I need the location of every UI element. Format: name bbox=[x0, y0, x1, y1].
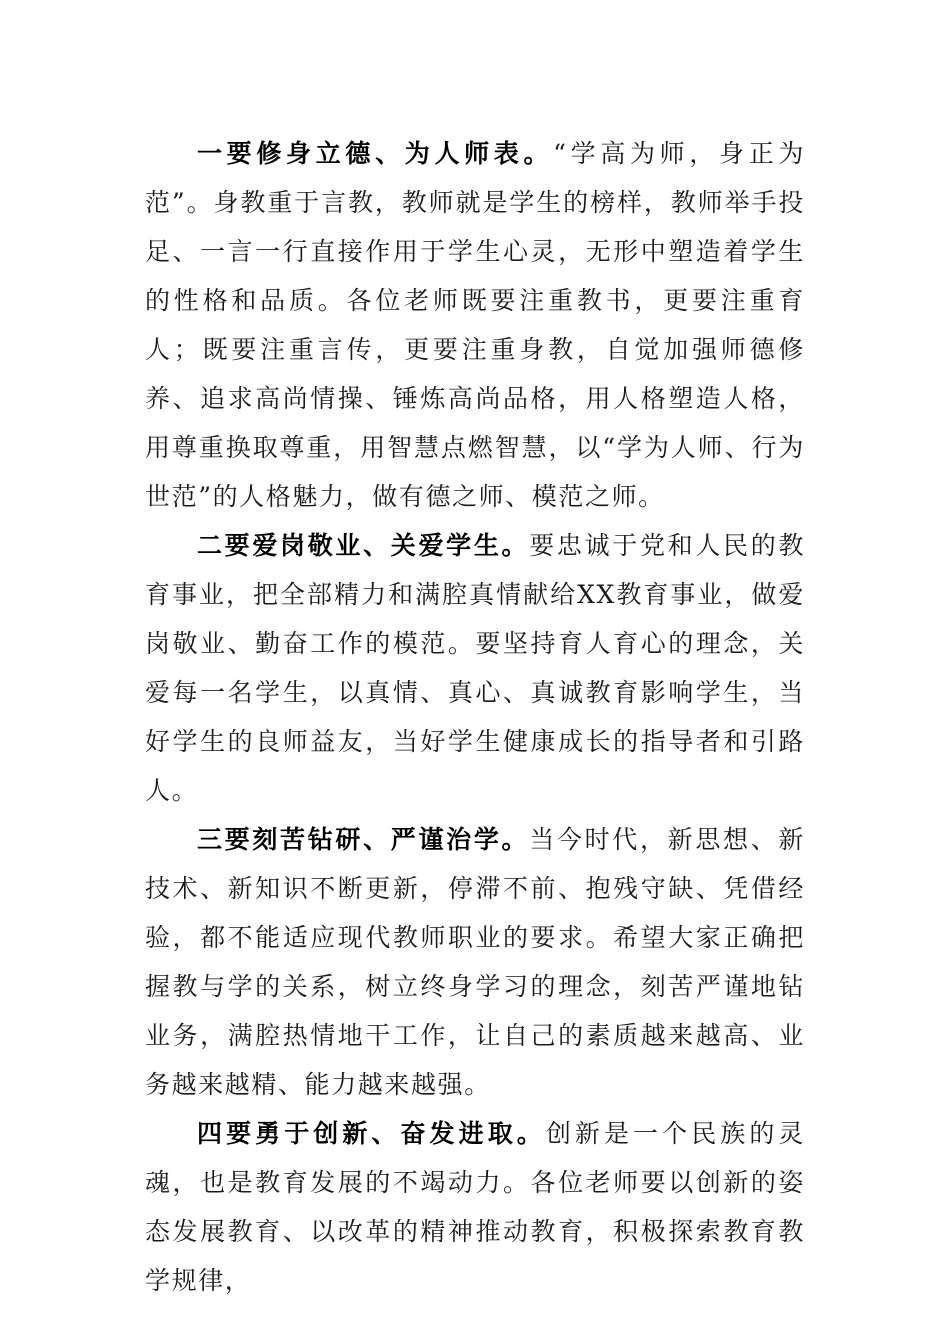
paragraph-1-heading: 一要修身立德、为人师表。 bbox=[197, 139, 554, 168]
paragraph-2-heading: 二要爱岗敬业、关爱学生。 bbox=[197, 531, 530, 560]
paragraph-4 bbox=[145, 1109, 805, 1305]
paragraph-4-text: 创新是一个民族的灵魂，也是教育发展的不竭动力。各位老师要以创新的姿态发展教育、以改革的精神推动教育，积极探索教育教学规律， bbox=[145, 1119, 806, 1295]
paragraph-4-heading: 四要勇于创新、奋发进取。 bbox=[197, 1119, 546, 1148]
paragraph-3 bbox=[145, 815, 805, 1109]
document-body bbox=[145, 129, 805, 1305]
paragraph-2-text: 要忠诚于党和人民的教育事业，把全部精力和满腔真情献给XX教育事业，做爱岗敬业、勤奋工作的模范。要坚持育人育心的理念，关爱每一名学生，以真情、真心、真诚教育影响学生，当好学生的良师益友，当好学生健康成长的指导者和引路人。 bbox=[145, 531, 805, 805]
paragraph-2 bbox=[145, 521, 805, 815]
paragraph-1 bbox=[145, 129, 805, 521]
paragraph-3-text: 当今时代，新思想、新技术、新知识不断更新，停滞不前、抱残守缺、凭借经验，都不能适应现代教师职业的要求。希望大家正确把握教与学的关系，树立终身学习的理念，刻苦严谨地钻业务，满腔热情地干工作，让自己的素质越来越高、业务越来越精、能力越来越强。 bbox=[145, 825, 805, 1099]
paragraph-1-text: “学高为师，身正为范”。身教重于言教，教师就是学生的榜样，教师举手投足、一言一行直接作用于学生心灵，无形中塑造着学生的性格和品质。各位老师既要注重教书，更要注重育人；既要注重言传，更要注重身教，自觉加强师德修养、追求高尚情操、锤炼高尚品格，用人格塑造人格，用尊重换取尊重，用智慧点燃智慧，以“学为人师、行为世范”的人格魅力，做有德之师、模范之师。 bbox=[145, 139, 805, 511]
paragraph-3-heading: 三要刻苦钻研、严谨治学。 bbox=[197, 825, 530, 854]
